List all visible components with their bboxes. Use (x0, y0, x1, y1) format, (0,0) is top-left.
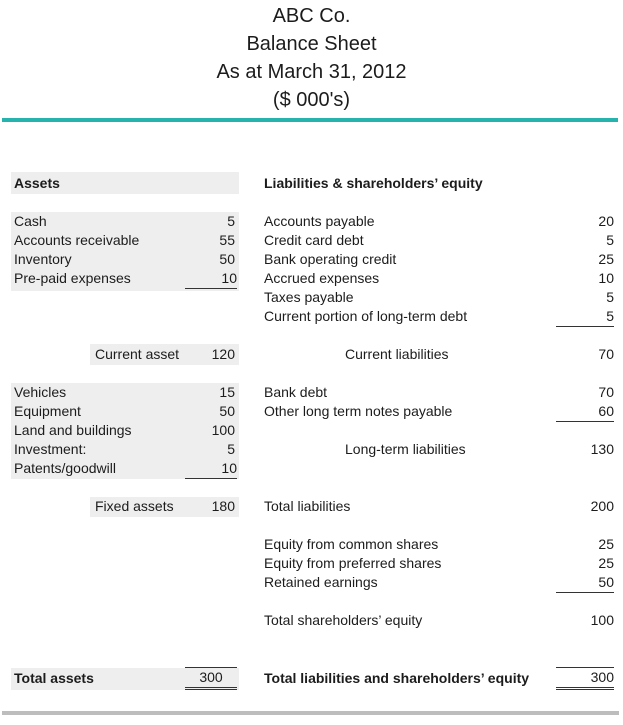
asset-value-cash: 5 (227, 213, 235, 229)
asset-value-investments: 5 (227, 441, 235, 457)
equity-label-preferred: Equity from preferred shares (264, 555, 442, 571)
asset-value-receivable: 55 (219, 232, 235, 248)
asset-label-equipment: Equipment (14, 403, 81, 419)
asset-label-land: Land and buildings (14, 422, 132, 438)
long-term-liabilities-total-value: 130 (590, 441, 614, 457)
liability-label-bank-operating: Bank operating credit (264, 251, 397, 267)
asset-label-cash: Cash (14, 213, 47, 229)
liability-value-current-ltd: 5 (556, 307, 614, 327)
current-liabilities-total-label: Current liabilities (345, 346, 449, 362)
asset-value-equipment: 50 (219, 403, 235, 419)
asset-value-patents: 10 (185, 459, 237, 479)
current-assets-total-value: 120 (211, 346, 235, 362)
equity-value-common: 25 (598, 536, 614, 552)
liability-label-bank-debt: Bank debt (264, 384, 328, 400)
liability-label-notes: Other long term notes payable (264, 403, 453, 419)
assets-heading: Assets (14, 175, 60, 191)
asset-label-prepaid: Pre-paid expenses (14, 270, 131, 286)
units-note: ($ 000's) (272, 89, 351, 111)
fixed-assets-total-value: 180 (211, 498, 235, 514)
liability-value-notes: 60 (556, 402, 614, 422)
header-divider (2, 118, 618, 122)
equity-label-retained: Retained earnings (264, 574, 378, 590)
liability-value-bank-operating: 25 (598, 251, 614, 267)
grand-total-label: Total liabilities and shareholders’ equity (264, 670, 530, 686)
long-term-liabilities-total-label: Long-term liabilities (345, 441, 466, 457)
asset-value-inventory: 50 (219, 251, 235, 267)
asset-label-patents: Patents/goodwill (14, 460, 116, 476)
liability-value-payable: 20 (598, 213, 614, 229)
current-assets-total-label: Current asset (95, 346, 180, 362)
equity-value-retained: 50 (556, 573, 614, 593)
asset-label-receivable: Accounts receivable (14, 232, 140, 248)
equity-label-common: Equity from common shares (264, 536, 439, 552)
liability-label-accrued: Accrued expenses (264, 270, 380, 286)
liability-value-bank-debt: 70 (598, 384, 614, 400)
total-equity-value: 100 (590, 612, 614, 628)
asset-value-prepaid: 10 (185, 269, 237, 289)
equity-value-preferred: 25 (598, 555, 614, 571)
total-liabilities-value: 200 (590, 498, 614, 514)
asset-value-vehicles: 15 (219, 384, 235, 400)
fixed-assets-total-label: Fixed assets (95, 498, 174, 514)
asset-label-inventory: Inventory (14, 251, 72, 267)
liability-value-credit-card: 5 (606, 232, 614, 248)
total-liabilities-label: Total liabilities (264, 498, 351, 514)
statement-title: Balance Sheet (246, 33, 377, 55)
asset-value-land: 100 (211, 422, 235, 438)
liability-value-taxes: 5 (606, 289, 614, 305)
asset-label-vehicles: Vehicles (14, 384, 67, 400)
liability-label-taxes: Taxes payable (264, 289, 354, 305)
total-equity-label: Total shareholders’ equity (264, 612, 423, 628)
liabilities-heading: Liabilities & shareholders’ equity (264, 175, 483, 191)
total-assets-value: 300 (185, 667, 237, 690)
liability-label-credit-card: Credit card debt (264, 232, 364, 248)
grand-total-value: 300 (556, 667, 614, 690)
company-name: ABC Co. (272, 5, 351, 27)
asset-label-investments: Investment: (14, 441, 87, 457)
total-assets-label: Total assets (14, 670, 94, 686)
current-liabilities-total-value: 70 (598, 346, 614, 362)
liability-label-payable: Accounts payable (264, 213, 375, 229)
statement-date: As at March 31, 2012 (216, 61, 407, 83)
footer-divider (2, 711, 619, 715)
liability-value-accrued: 10 (598, 270, 614, 286)
liability-label-current-ltd: Current portion of long-term debt (264, 308, 468, 324)
